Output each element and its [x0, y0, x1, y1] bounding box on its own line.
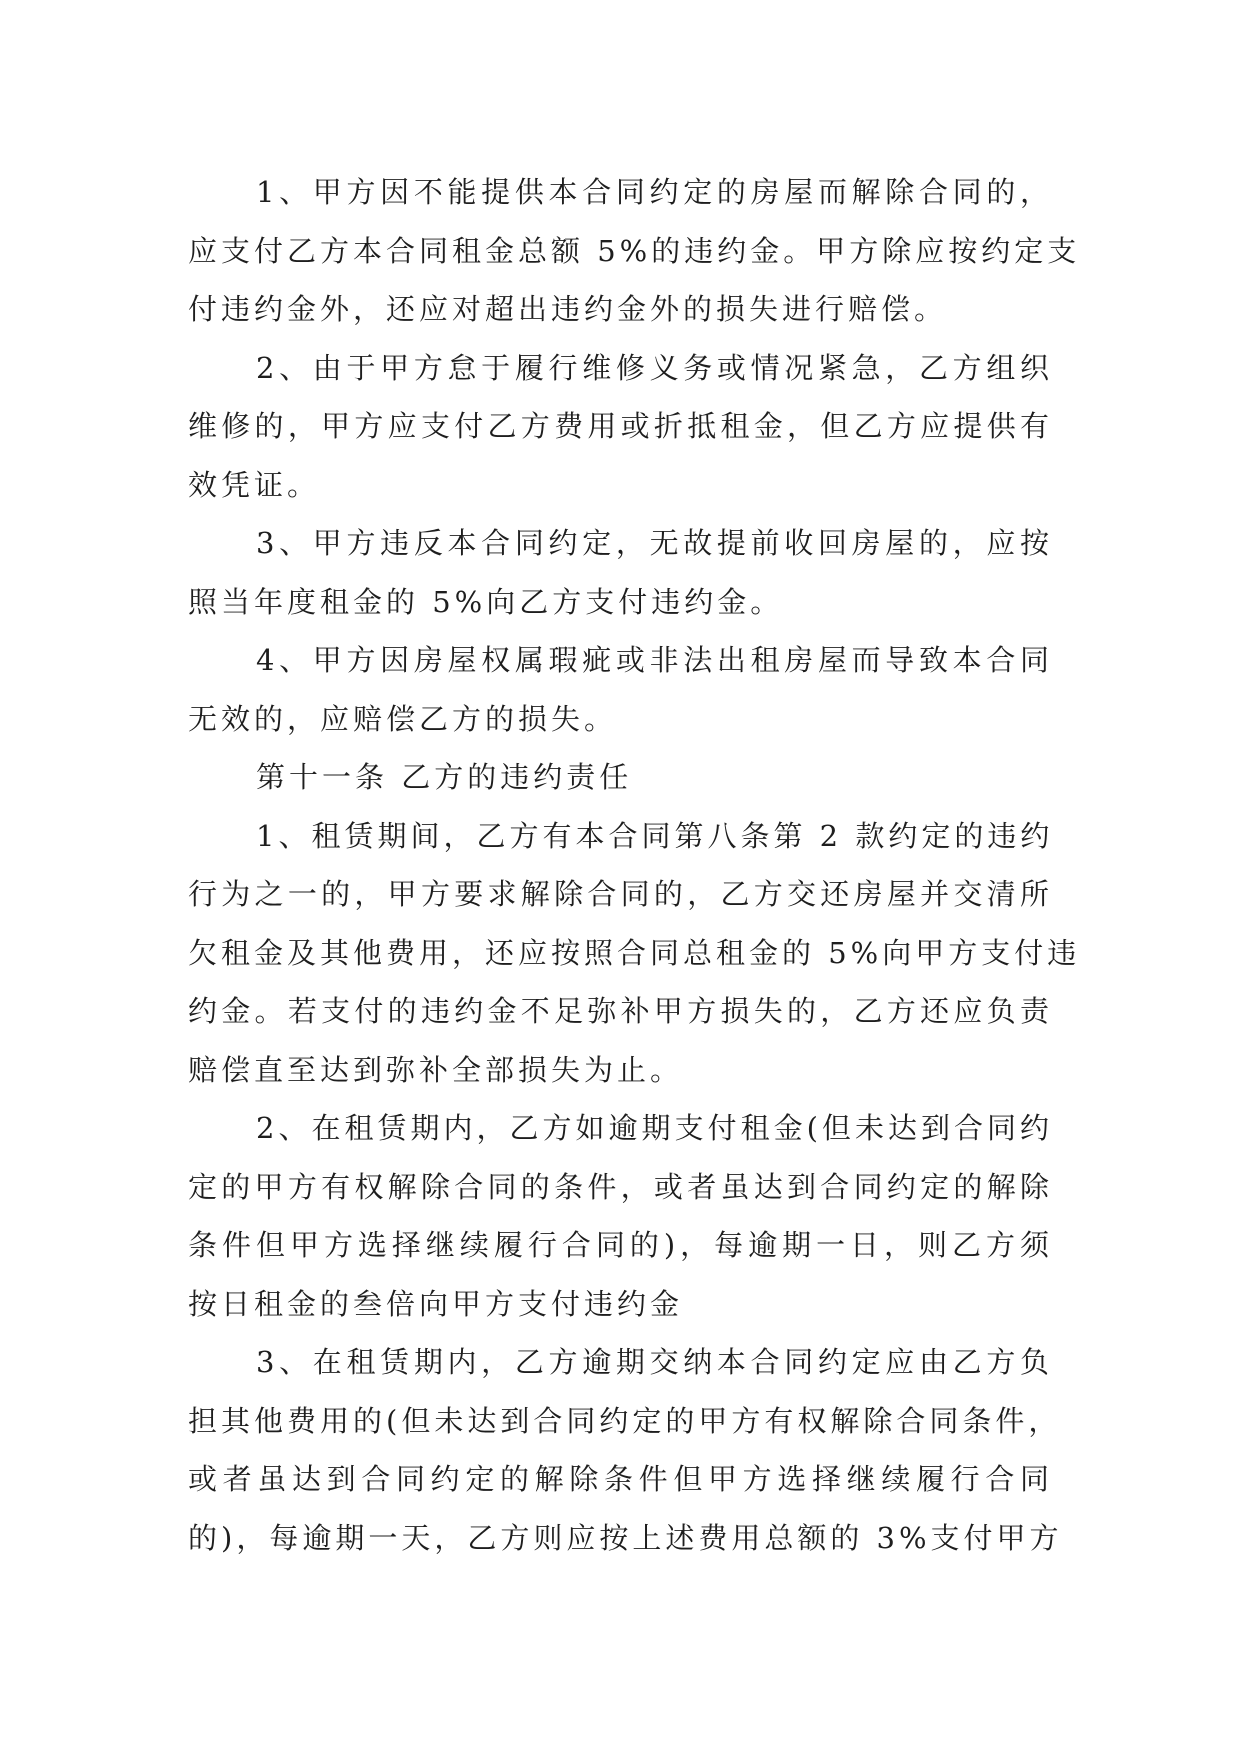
clause-10-2-line-2: 维修的，甲方应支付乙方费用或折抵租金，但乙方应提供有	[188, 409, 1053, 443]
clause-10-3-line-1: 3、甲方违反本合同约定，无故提前收回房屋的，应按	[256, 526, 1053, 560]
clause-11-3-line-1: 3、在租赁期内，乙方逾期交纳本合同约定应由乙方负	[256, 1345, 1053, 1379]
clause-10-2-line-1: 2、由于甲方怠于履行维修义务或情况紧急，乙方组织	[256, 350, 1053, 385]
clause-10-3-line-2: 照当年度租金的 5%向乙方支付违约金。	[188, 584, 784, 619]
clause-11-1-line-2: 行为之一的，甲方要求解除合同的，乙方交还房屋并交清所	[188, 877, 1053, 911]
clause-11-2-line-4: 按日租金的叁倍向甲方支付违约金	[188, 1286, 684, 1321]
clause-10-1-line-1: 1、甲方因不能提供本合同约定的房屋而解除合同的，	[256, 175, 1053, 209]
clause-11-1-line-5: 赔偿直至达到弥补全部损失为止。	[188, 1052, 684, 1087]
contract-body-text	[188, 163, 1081, 1567]
clause-10-1-line-3: 付违约金外，还应对超出违约金外的损失进行赔偿。	[188, 292, 948, 326]
clause-10-1-line-2: 应支付乙方本合同租金总额 5%的违约金。甲方除应按约定支	[188, 233, 1081, 268]
clause-11-3-line-4: 的)，每逾期一天，乙方则应按上述费用总额的 3%支付甲方	[188, 1520, 1063, 1555]
clause-11-1-line-3: 欠租金及其他费用，还应按照合同总租金的 5%向甲方支付违	[188, 935, 1081, 970]
clause-11-1-line-4: 约金。若支付的违约金不足弥补甲方损失的，乙方还应负责	[188, 994, 1053, 1028]
clause-10-4-line-1: 4、甲方因房屋权属瑕疵或非法出租房屋而导致本合同	[256, 643, 1053, 677]
clause-11-2-line-3: 条件但甲方选择继续履行合同的)，每逾期一日，则乙方须	[188, 1228, 1053, 1262]
clause-11-3-line-3: 或者虽达到合同约定的解除条件但甲方选择继续履行合同	[188, 1462, 1053, 1496]
clause-10-4-line-2: 无效的，应赔偿乙方的损失。	[188, 701, 618, 736]
clause-10-2-line-3: 效凭证。	[188, 467, 321, 502]
clause-11-2-line-2: 定的甲方有权解除合同的条件，或者虽达到合同约定的解除	[188, 1169, 1053, 1204]
clause-11-3-line-2: 担其他费用的(但未达到合同约定的甲方有权解除合同条件，	[188, 1403, 1062, 1438]
clause-11-1-line-1: 1、租赁期间，乙方有本合同第八条第 2 款约定的违约	[256, 818, 1054, 853]
article-11-heading: 第十一条 乙方的违约责任	[256, 760, 633, 794]
clause-11-2-line-1: 2、在租赁期内，乙方如逾期支付租金(但未达到合同约	[256, 1111, 1053, 1145]
